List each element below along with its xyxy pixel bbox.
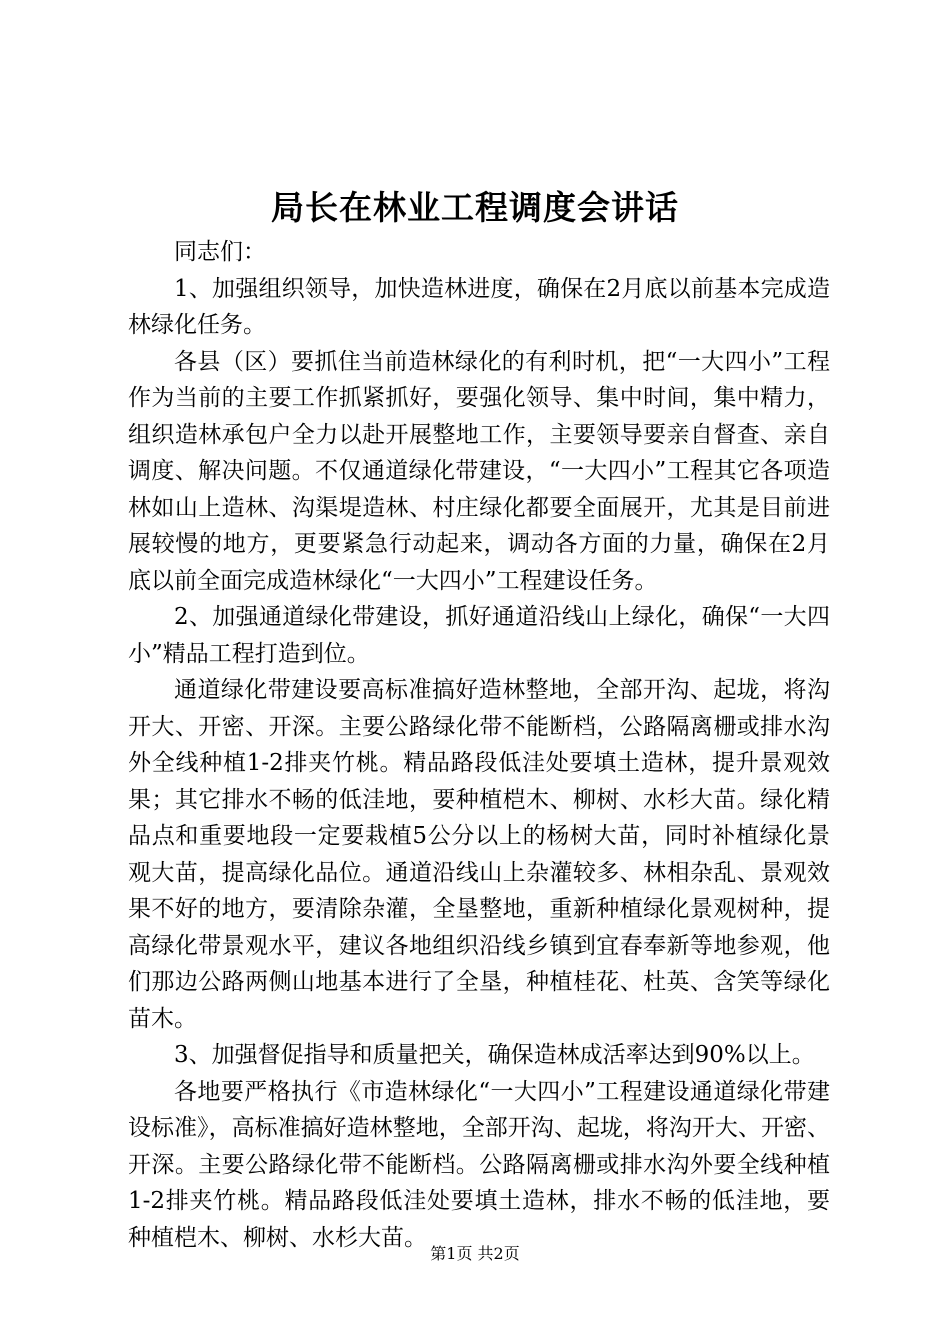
salutation: 同志们： [174, 239, 266, 265]
page-indicator: 第1页 共2页 [430, 1244, 520, 1263]
document-title: 局长在林业工程调度会讲话 [271, 188, 679, 227]
paragraph-2: 各县（区）要抓住当前造林绿化的有利时机，把“一大四小”工程作为当前的主要工作抓紧抓好，要强化领导、集中时间，集中精力，组织造林承包户全力以赴开展整地工作，主要领导要亲自督查、亲自调度、解决问题。不仅通道绿化带建设，“一大四小”工程其它各项造林如山上造林、沟渠堤造林、村庄绿化都要全面展开，尤其是目前进展较慢的地方，更要紧急行动起来，调动各方面的力量，确保在2月底以前全面完成造林绿化“一大四小”工程建设任务。 [128, 348, 830, 594]
paragraph-6: 各地要严格执行《市造林绿化“一大四小”工程建设通道绿化带建设标准》，高标准搞好造林整地，全部开沟、起垅，将沟开大、开密、开深。主要公路绿化带不能断档。公路隔离栅或排水沟外要全线种植1-2排夹竹桃。精品路段低洼处要填土造林，排水不畅的低洼地，要种植桤木、柳树、水杉大苗。 [128, 1078, 830, 1251]
document-body [128, 234, 830, 1256]
paragraph-4: 通道绿化带建设要高标准搞好造林整地，全部开沟、起垅，将沟开大、开密、开深。主要公路绿化带不能断档，公路隔离栅或排水沟外全线种植1-2排夹竹桃。精品路段低洼处要填土造林，提升景观效果；其它排水不畅的低洼地，要种植桤木、柳树、水杉大苗。绿化精品点和重要地段一定要栽植5公分以上的杨树大苗，同时补植绿化景观大苗，提高绿化品位。通道沿线山上杂灌较多、林相杂乱、景观效果不好的地方，要清除杂灌，全垦整地，重新种植绿化景观树种，提高绿化带景观水平，建议各地组织沿线乡镇到宜春奉新等地参观，他们那边公路两侧山地基本进行了全垦，种植桂花、杜英、含笑等绿化苗木。 [128, 677, 830, 1032]
paragraph-3: 2、加强通道绿化带建设，抓好通道沿线山上绿化，确保“一大四小”精品工程打造到位。 [128, 604, 830, 667]
paragraph-5: 3、加强督促指导和质量把关，确保造林成活率达到90%以上。 [174, 1042, 815, 1068]
paragraph-1: 1、加强组织领导，加快造林进度，确保在2月底以前基本完成造林绿化任务。 [128, 275, 830, 338]
